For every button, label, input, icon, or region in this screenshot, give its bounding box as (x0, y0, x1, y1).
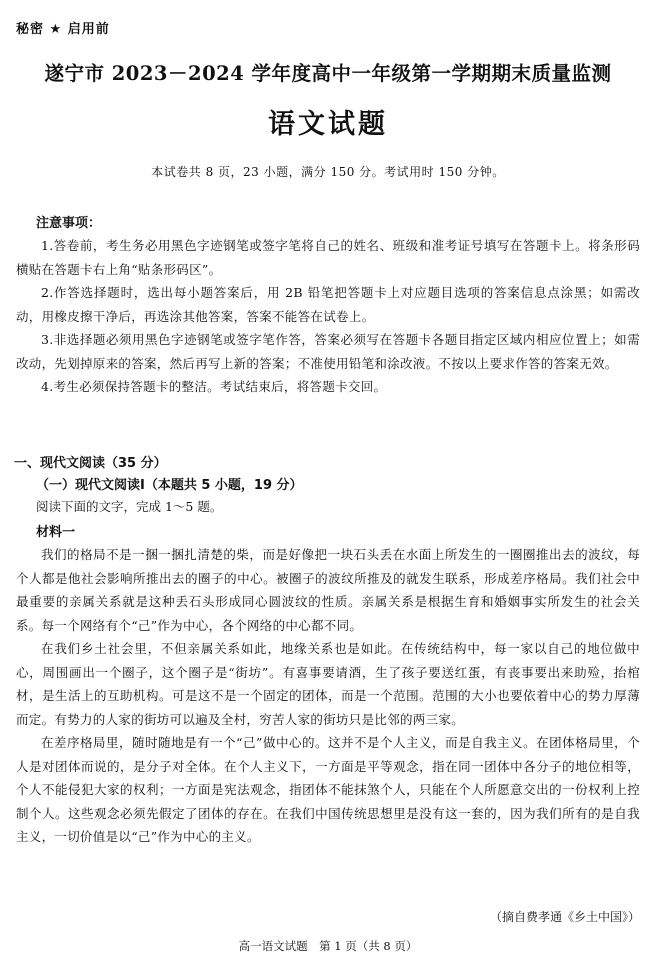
reading-instruction: 阅读下面的文字，完成 1～5 题。 (36, 499, 223, 514)
notice-item: 4.考生必须保持答题卡的整洁。考试结束后，将答题卡交回。 (41, 379, 387, 394)
subsection-title: （一）现代文阅读Ⅰ（本题共 5 小题，19 分） (36, 478, 303, 493)
material-text (16, 543, 640, 849)
notice-list (16, 234, 640, 399)
notice-heading: 注意事项： (36, 216, 102, 231)
notice-item: 1.答卷前，考生务必用黑色字迹钢笔或签字笔将自己的姓名、班级和准考证号填写在答题卡上。将条形码横贴在答题卡右上角“贴条形码区”。 (16, 238, 640, 277)
exam-title: 遂宁市 2023－2024 学年度高中一年级第一学期期末质量监测 (44, 62, 612, 85)
confidential-mark: 秘密 ★ 启用前 (16, 22, 110, 37)
material-paragraph: 我们的格局不是一捆一捆扎清楚的柴，而是好像把一块石头丢在水面上所发生的一圈圈推出去的波纹，每个人都是他社会影响所推出去的圈子的中心。被圈子的波纹所推及的就发生联系，形成差序格局。我们社会中最重要的亲属关系就是这种丢石头形成同心圆波纹的性质。亲属关系是根据生育和婚姻事实所发生的社会关系。每一个网络有个“己”作为中心，各个网络的中心都不同。 (16, 547, 640, 633)
exam-info: 本试卷共 8 页，23 小题，满分 150 分。考试用时 150 分钟。 (151, 165, 505, 179)
material-paragraph: 在我们乡土社会里，不但亲属关系如此，地缘关系也是如此。在传统结构中，每一家以自己的地位做中心，周围画出一个圈子，这个圈子是“街坊”。有喜事要请酒，生了孩子要送红蛋，有丧事要出来助殓，抬棺材，是生活上的互助机构。可是这不是一个固定的团体，而是一个范围。范围的大小也要依着中心的势力厚薄而定。有势力的人家的街坊可以遍及全村，穷苦人家的街坊只是比邻的两三家。 (16, 641, 640, 727)
subject-title: 语文试题 (268, 109, 388, 140)
page-footer: 高一语文试题 第 1 页（共 8 页） (238, 939, 418, 953)
section-title: 一、现代文阅读（35 分） (14, 456, 167, 471)
material-paragraph: 在差序格局里，随时随地是有一个“己”做中心的。这并不是个人主义，而是自我主义。在团体格局里，个人是对团体而说的，是分子对全体。在个人主义下，一方面是平等观念，指在同一团体中各分子的地位相等，个人不能侵犯大家的权利；一方面是宪法观念，指团体不能抹煞个人，只能在个人所愿意交出的一份权利上控制个人。这些观念必须先假定了团体的存在。在我们中国传统思想里是没有这一套的，因为我们所有的是自我主义，一切价值是以“己”作为中心的主义。 (16, 735, 640, 844)
notice-item: 2.作答选择题时，选出每小题答案后，用 2B 铅笔把答题卡上对应题目选项的答案信息点涂黑；如需改动，用橡皮擦干净后，再选涂其他答案，答案不能答在试卷上。 (16, 285, 640, 324)
source-citation: （摘自费孝通《乡土中国》） (489, 910, 640, 924)
material-title: 材料一 (36, 525, 76, 540)
notice-item: 3.非选择题必须用黑色字迹钢笔或签字笔作答，答案必须写在答题卡各题目指定区域内相应位置上；如需改动，先划掉原来的答案，然后再写上新的答案；不准使用铅笔和涂改液。不按以上要求作答的答案无效。 (16, 332, 640, 371)
